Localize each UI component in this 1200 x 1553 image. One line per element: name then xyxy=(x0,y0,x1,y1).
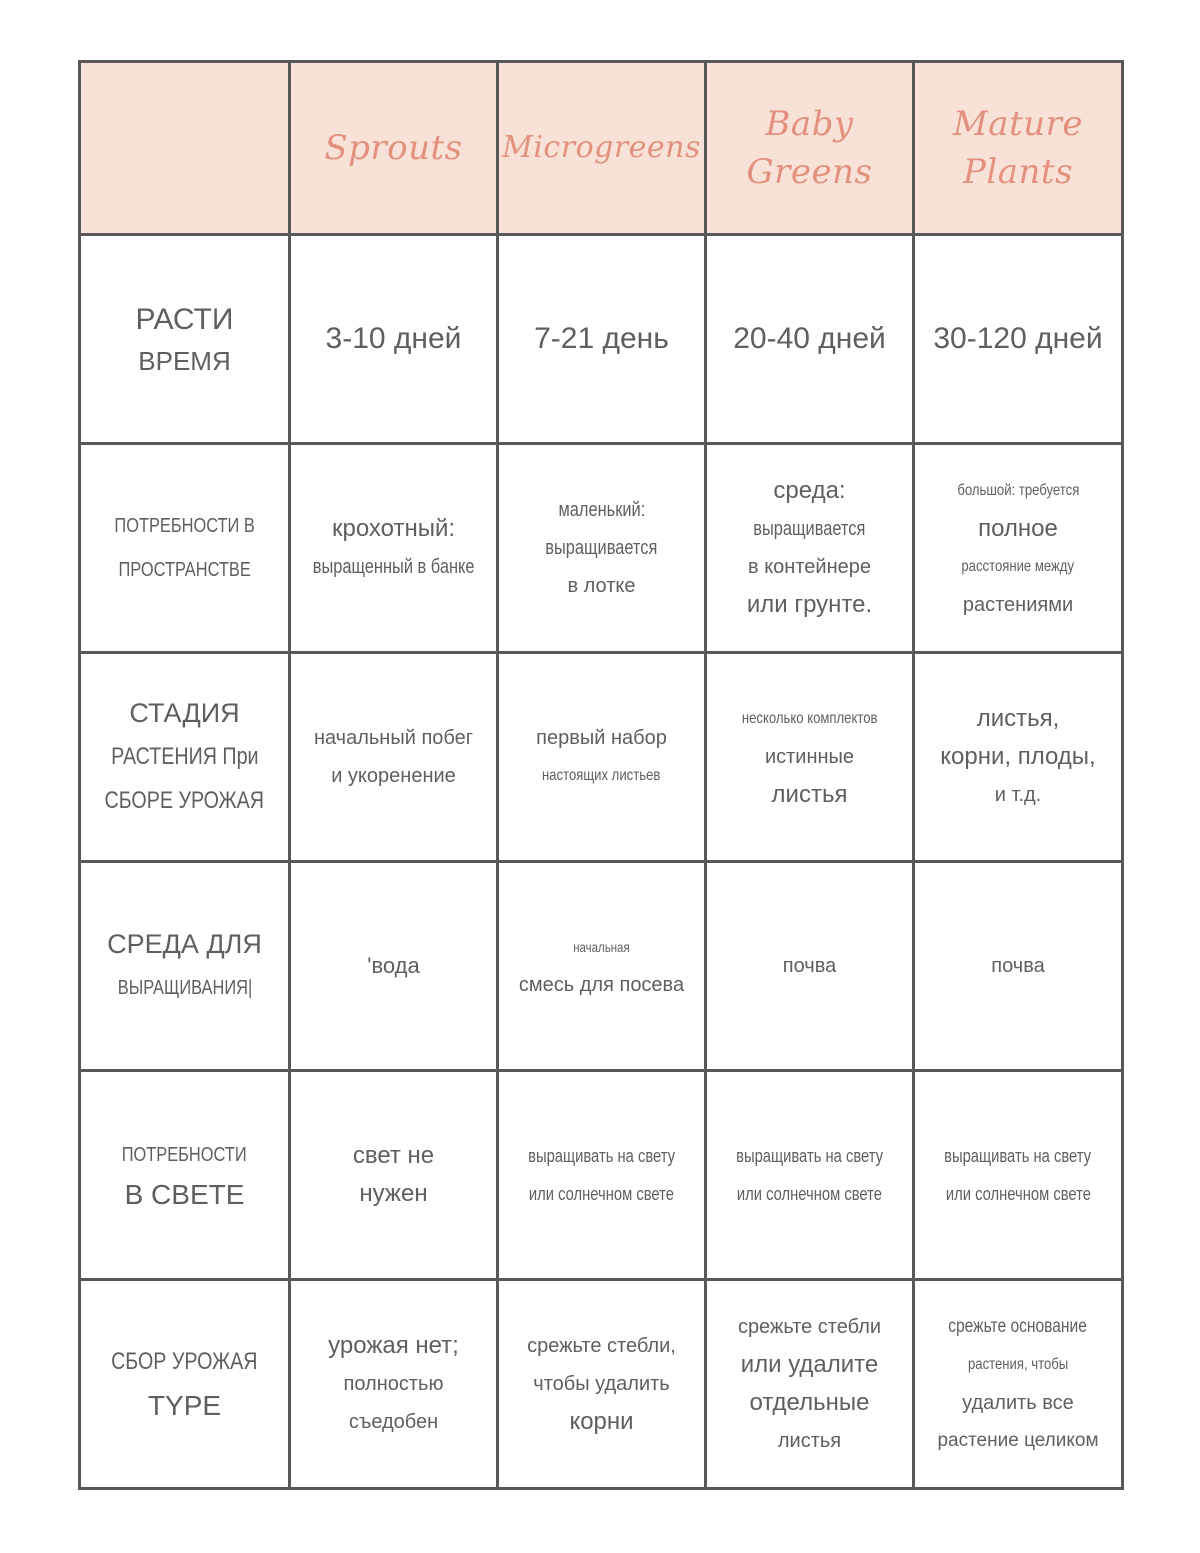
cell-line: в контейнере xyxy=(748,556,871,578)
cell-line: первый набор xyxy=(536,727,667,749)
row-label-medium xyxy=(81,863,291,1072)
row-label-line: TYPE xyxy=(147,1390,222,1421)
cell-line: маленький: xyxy=(558,499,645,521)
cell-line: и укоренение xyxy=(331,765,456,787)
row-label-line: В СВЕТЕ xyxy=(124,1179,245,1210)
header-sprouts xyxy=(291,63,499,236)
light-mature-plants xyxy=(915,1072,1124,1281)
cell-line: растениями xyxy=(962,594,1074,616)
cell-line: выращивать на свету xyxy=(736,1146,883,1166)
medium-microgreens xyxy=(499,863,707,1072)
grow-time-baby-greens xyxy=(707,236,915,445)
cell-line: или удалите xyxy=(740,1351,879,1378)
medium-sprouts xyxy=(291,863,499,1072)
cell-line: растение целиком xyxy=(937,1430,1099,1451)
space-microgreens xyxy=(499,445,707,654)
cell-line: срежьте основание xyxy=(948,1316,1088,1337)
header-baby-greens xyxy=(707,63,915,236)
grow-time-sprouts xyxy=(291,236,499,445)
cell-line: листья xyxy=(771,781,848,808)
cell-line: 30-120 дней xyxy=(933,322,1103,355)
light-sprouts xyxy=(291,1072,499,1281)
cell-line: несколько комплектов xyxy=(741,710,878,727)
row-label-line: РАСТЕНИЯ При xyxy=(110,743,259,770)
harvest-baby-greens xyxy=(707,1281,915,1490)
cell-line: корни, плоды, xyxy=(940,743,1096,770)
cell-line: или грунте. xyxy=(746,591,873,618)
cell-line: листья, xyxy=(976,705,1060,732)
cell-line: выращивать на свету xyxy=(944,1146,1092,1166)
stage-mature-plants xyxy=(915,654,1124,863)
cell-line: и т.д. xyxy=(994,784,1042,806)
cell-line: настоящих листьев xyxy=(542,767,661,784)
cell-line: почва xyxy=(782,955,837,977)
harvest-mature-plants xyxy=(915,1281,1124,1490)
cell-line: срежьте стебли, xyxy=(527,1335,676,1357)
header-baby-greens-line: Greens xyxy=(746,152,873,192)
cell-line: урожая нет; xyxy=(328,1332,459,1359)
row-label-line: СБОР УРОЖАЯ xyxy=(111,1348,258,1375)
row-label-line: ВРЕМЯ xyxy=(138,346,231,376)
stage-sprouts xyxy=(291,654,499,863)
row-label-line: РАСТИ xyxy=(135,303,234,336)
cell-line: истинные xyxy=(764,746,855,768)
harvest-sprouts xyxy=(291,1281,499,1490)
row-label-grow-time xyxy=(81,236,291,445)
row-label-line: ПОТРЕБНОСТИ В xyxy=(114,515,255,537)
cell-line: выращивать на свету xyxy=(528,1146,675,1166)
row-label-space xyxy=(81,445,291,654)
cell-line: полностью xyxy=(343,1373,444,1395)
grow-time-microgreens xyxy=(499,236,707,445)
header-mature-plants-line: Mature xyxy=(952,104,1084,144)
medium-baby-greens xyxy=(707,863,915,1072)
stage-microgreens xyxy=(499,654,707,863)
cell-line: нужен xyxy=(359,1180,428,1207)
stage-baby-greens xyxy=(707,654,915,863)
header-mature-plants xyxy=(915,63,1124,236)
harvest-microgreens xyxy=(499,1281,707,1490)
cell-line: смесь для посева xyxy=(518,974,685,996)
row-label-stage xyxy=(81,654,291,863)
cell-line: 20-40 дней xyxy=(733,322,886,355)
row-label-line: ПРОСТРАНСТВЕ xyxy=(118,559,251,581)
space-mature-plants xyxy=(915,445,1124,654)
header-sprouts-line: Sprouts xyxy=(324,128,463,168)
cell-line: выращенный в банке xyxy=(312,556,475,578)
header-microgreens xyxy=(499,63,707,236)
light-microgreens xyxy=(499,1072,707,1281)
cell-line: 7-21 день xyxy=(534,322,669,355)
header-corner-cell xyxy=(81,63,291,236)
medium-mature-plants xyxy=(915,863,1124,1072)
cell-line: корни xyxy=(569,1408,634,1435)
header-microgreens-line: Microgreens xyxy=(502,130,701,165)
grow-time-mature-plants xyxy=(915,236,1124,445)
cell-line: листья xyxy=(777,1430,842,1452)
cell-line: растения, чтобы xyxy=(967,1356,1069,1373)
header-mature-plants-line: Plants xyxy=(962,152,1074,192)
row-label-light xyxy=(81,1072,291,1281)
cell-line: среда: xyxy=(773,477,846,504)
cell-line: в лотке xyxy=(567,575,636,597)
cell-line: съедобен xyxy=(348,1411,439,1433)
cell-line: удалить все xyxy=(962,1392,1074,1414)
cell-line: 'вода xyxy=(367,953,420,978)
cell-line: начальный побег xyxy=(313,727,474,749)
row-label-line: СРЕДА ДЛЯ xyxy=(107,929,262,959)
cell-line: 3-10 дней xyxy=(325,322,462,355)
cell-line: чтобы удалить xyxy=(533,1373,670,1395)
cell-line: полное xyxy=(978,515,1058,542)
row-label-line: ВЫРАЩИВАНИЯ| xyxy=(117,977,252,999)
cell-line: выращивается xyxy=(753,518,866,540)
comparison-table xyxy=(78,60,1124,1490)
row-label-line: СБОРЕ УРОЖАЯ xyxy=(104,787,265,814)
cell-line: или солнечном свете xyxy=(528,1184,674,1204)
space-sprouts xyxy=(291,445,499,654)
cell-line: почва xyxy=(991,955,1045,977)
cell-line: или солнечном свете xyxy=(736,1184,882,1204)
row-label-line: ПОТРЕБНОСТИ xyxy=(122,1144,247,1166)
cell-line: свет не xyxy=(352,1142,435,1169)
light-baby-greens xyxy=(707,1072,915,1281)
cell-line: большой: требуется xyxy=(957,482,1079,499)
row-label-harvest xyxy=(81,1281,291,1490)
cell-line: начальная xyxy=(573,939,630,955)
cell-line: срежьте стебли xyxy=(737,1316,882,1338)
cell-line: расстояние между xyxy=(961,558,1075,575)
cell-line: или солнечном свете xyxy=(945,1184,1091,1204)
space-baby-greens xyxy=(707,445,915,654)
cell-line: выращивается xyxy=(545,537,658,559)
cell-line: крохотный: xyxy=(331,515,456,542)
cell-line: отдельные xyxy=(749,1389,870,1416)
row-label-line: СТАДИЯ xyxy=(129,698,240,728)
header-baby-greens-line: Baby xyxy=(765,104,854,144)
